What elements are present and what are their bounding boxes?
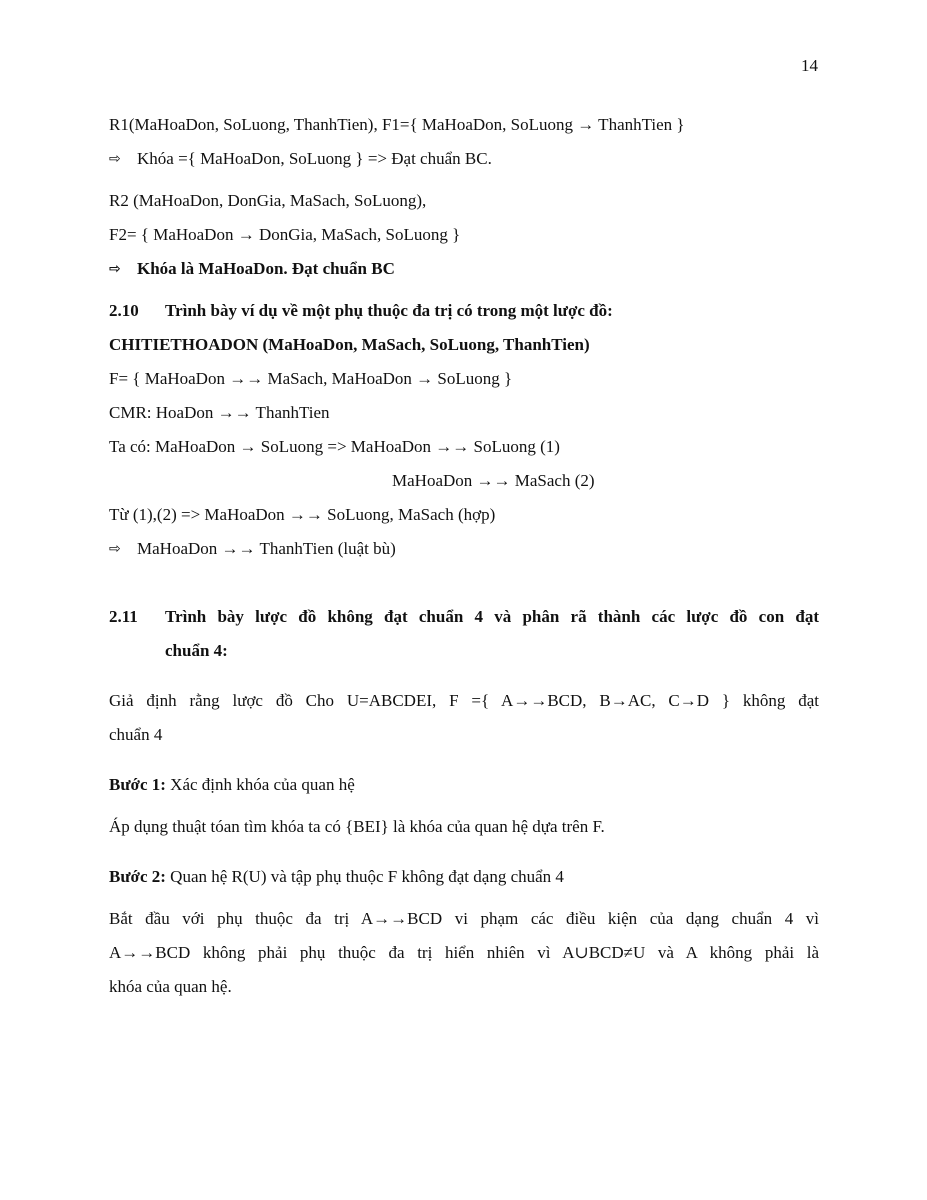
arrow-bullet-icon: ⇨	[109, 151, 121, 167]
step2-text: Quan hệ R(U) và tập phụ thuộc F không đạt dạng chuẩn 4	[165, 867, 564, 886]
step2-line1: Bắt đầu với phụ thuộc đa trị A→→BCD vi phạm các điều kiện của dạng chuẩn 4 vì	[109, 909, 819, 928]
r1-line: R1(MaHoaDon, SoLuong, ThanhTien), F1={ MaHoaDon, SoLuong → ThanhTien }	[109, 115, 685, 134]
conclusion-text: MaHoaDon →→ ThanhTien (luật bù)	[137, 539, 396, 558]
r2-key-item	[109, 252, 819, 286]
step1-text: Xác định khóa của quan hệ	[165, 775, 355, 794]
assumption-line2: chuẩn 4	[109, 725, 163, 744]
step2-line3: khóa của quan hệ.	[109, 977, 232, 996]
taco2-line: MaHoaDon →→ MaSach (2)	[392, 471, 595, 490]
step1-line	[109, 768, 819, 802]
step1-label: Bước 1:	[109, 775, 166, 794]
r2-line: R2 (MaHoaDon, DonGia, MaSach, SoLuong),	[109, 191, 427, 210]
section-number: 2.10	[109, 301, 139, 320]
step2-line	[109, 860, 819, 894]
arrow-bullet-icon: ⇨	[109, 541, 121, 557]
r1-key-text: Khóa ={ MaHoaDon, SoLuong } => Đạt chuẩn BC.	[137, 149, 492, 168]
step2-paragraph	[109, 902, 819, 1004]
section-number: 2.11	[109, 607, 138, 626]
arrow-bullet-icon: ⇨	[109, 261, 121, 277]
assumption-paragraph	[109, 684, 819, 752]
taco-line: Ta có: MaHoaDon → SoLuong => MaHoaDon →→ SoLuong (1)	[109, 437, 560, 456]
page-number: 14	[801, 56, 818, 75]
schema-line: CHITIETHOADON (MaHoaDon, MaSach, SoLuong, ThanhTien)	[109, 335, 590, 354]
f-line: F= { MaHoaDon →→ MaSach, MaHoaDon → SoLuong }	[109, 369, 513, 388]
section-2-11-heading	[109, 600, 819, 668]
step2-line2: A→→BCD không phải phụ thuộc đa trị hiển nhiên vì A∪BCD≠U và A không phải là	[109, 943, 819, 962]
section-title-line1: Trình bày lược đồ không đạt chuẩn 4 và phân rã thành các lược đồ con đạt	[165, 607, 819, 626]
conclusion-item	[109, 532, 819, 566]
r1-key-item	[109, 142, 819, 176]
section-2-10-heading	[109, 294, 819, 328]
section-title-line2: chuẩn 4:	[165, 641, 228, 660]
tu-line: Từ (1),(2) => MaHoaDon →→ SoLuong, MaSach (hợp)	[109, 505, 496, 524]
step2-label: Bước 2:	[109, 867, 166, 886]
f2-line: F2= { MaHoaDon → DonGia, MaSach, SoLuong }	[109, 225, 461, 244]
assumption-line1: Giả định rằng lược đồ Cho U=ABCDEI, F ={ A→→BCD, B→AC, C→D } không đạt	[109, 691, 819, 710]
cmr-line: CMR: HoaDon →→ ThanhTien	[109, 403, 330, 422]
r2-key-text: Khóa là MaHoaDon. Đạt chuẩn BC	[137, 259, 395, 278]
section-title: Trình bày ví dụ về một phụ thuộc đa trị có trong một lược đồ:	[165, 301, 613, 320]
document-body	[109, 108, 819, 1004]
step1-detail: Áp dụng thuật tóan tìm khóa ta có {BEI} là khóa của quan hệ dựa trên F.	[109, 817, 605, 836]
